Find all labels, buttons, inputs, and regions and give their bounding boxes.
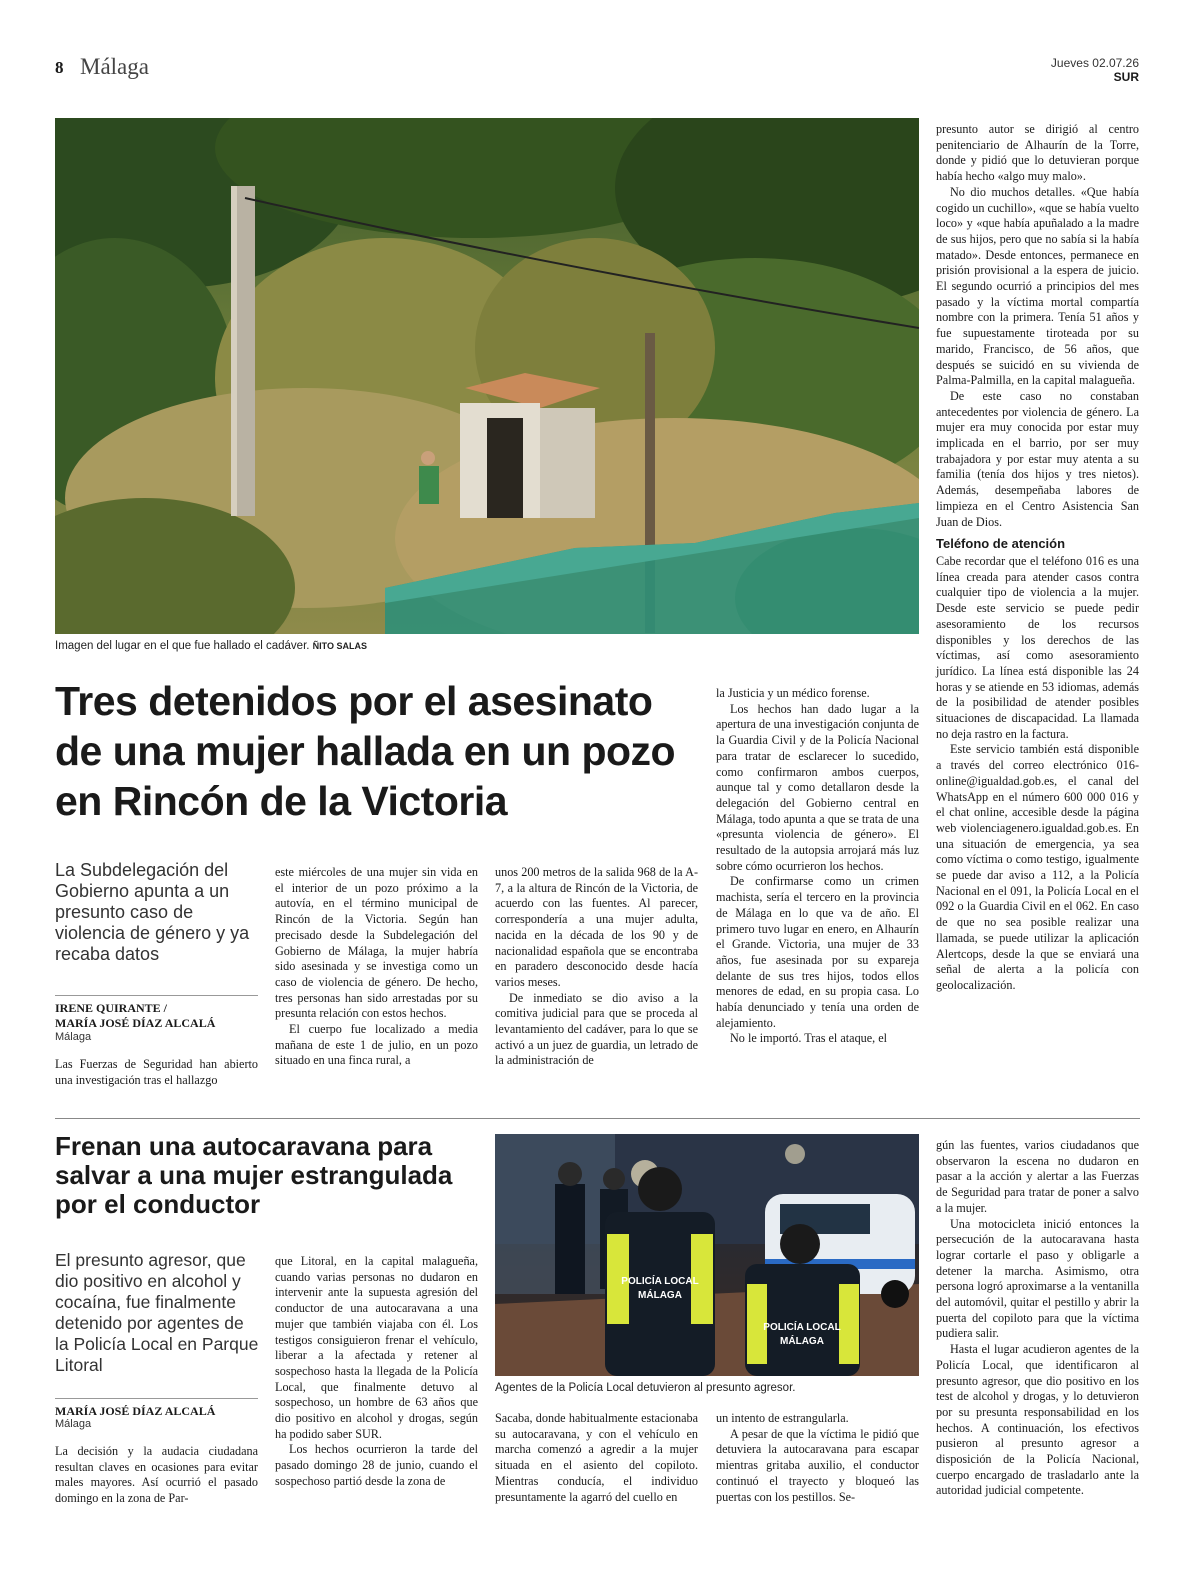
paragraph: Este servicio también está disponible a través del correo electrónico 016-online@igualdad.gob.es, el canal del WhatsApp en el número 600 000 016 y el chat online, accesible desde la página web violenciagenero.igualdad.gob.es. En una situación de emergencia, ya sea como víctima o como testigo, igualmente se puede dar aviso a 112, a la Policía Nacional en el 091, la Policía Local en el 092 o la Guardia Civil en el 062. En caso de que no sea posible realizar una llamada, se puede utilizar la aplicación Alertcops, desde la que se enviará una señal de alerta a la policía con geolocalización. (936, 742, 1139, 992)
byline-divider (55, 1398, 258, 1399)
article-subheadline: El presunto agresor, que dio positivo en alcohol y cocaína, fue finalmente detenido por agentes de la Policía Local en Parque Litoral (55, 1250, 259, 1375)
paragraph: Cabe recordar que el teléfono 016 es una línea creada para atender casos contra cualquier tipo de violencia a la mujer. Desde este servicio se puede pedir asesoramiento de los recursos disponibles y los derechos de las víctimas, así como asesoramiento jurídico. La línea está disponible las 24 horas y se atiende en 53 idiomas, además de la posibilidad de atender posibles situaciones de discapacidad. La llamada no deja rastro en la factura. (936, 553, 1139, 741)
paragraph: gún las fuentes, varios ciudadanos que observaron la escena no dudaron en pasar a la acción y alertar a las Fuerzas de Seguridad para tratar de poner a salvo a la mujer. (936, 1138, 1139, 1215)
paragraph: la Justicia y un médico forense. (716, 686, 870, 700)
byline-place: Málaga (55, 1418, 92, 1430)
article-subheadline: La Subdelegación del Gobierno apunta a un presunto caso de violencia de género y ya recaba datos (55, 860, 250, 964)
article-column-4 (716, 1411, 919, 1505)
photo-caption (55, 640, 367, 652)
byline-author-1: IRENE QUIRANTE / (55, 1001, 168, 1015)
paragraph: De confirmarse como un crimen machista, sería el tercero en la provincia de Málaga en lo que va de año. El primero tuvo lugar en enero, en Alhaurín el Grande. Victoria, una mujer de 33 años, fue asesinada por su expareja delante de sus tres hijos, todos ellos menores de edad, en su propia casa. Lo había denunciado y tenía una orden de alejamiento. (716, 874, 919, 1030)
police-photo (495, 1134, 919, 1376)
paragraph: No dio muchos detalles. «Que había cogido un cuchillo», «que se había vuelto loco» y «que había apuñalado a la madre de sus hijos, pero que no sabía si la había matado». Desde entonces, permanece en prisión provisional a la espera de juicio. El segundo ocurrió a principios del mes pasado y la víctima mortal compartía nombre con la primera. Tenía 51 años y fue supuestamente tiroteada por su marido, Francisco, de 56 años, que después se suicidó en su vivienda de Palma-Palmilla, en la capital malagueña. (936, 184, 1139, 388)
paragraph: De este caso no constaban antecedentes por violencia de género. La mujer era muy conocida por estar muy implicada en el barrio, por ser muy trabajadora y por estar muy atenta a su familia (tenía dos hijos y tres nietos). Además, desempeñaba labores de limpieza en el Centro Asistencia San Juan de Dios. (936, 388, 1139, 529)
section-title: Málaga (80, 54, 149, 79)
photo-caption-text: Imagen del lugar en el que fue hallado el cadáver. (55, 640, 310, 652)
vest-label: POLICÍA LOCAL (621, 1276, 699, 1287)
article-column-1 (55, 1444, 258, 1507)
vest-label: MÁLAGA (638, 1290, 682, 1301)
paragraph: que Litoral, en la capital malagueña, cuando varias personas no dudaron en intervenir ante la supuesta agresión del conductor de una autocaravana a una mujer que también viajaba con él. Los testigos consiguieron frenar el vehículo, liberar a la afectada y retener al sospechoso hasta la llegada de la Policía Local, que finalmente detuvo al sospechoso, un hombre de 63 años que dio positivo en alcohol y drogas, según ha podido saber SUR. (275, 1254, 478, 1441)
paragraph: Sacaba, donde habitualmente estacionaba su autocaravana, y con el vehículo en marcha comenzó a agredir a la mujer situada en el asiento del copiloto. Mientras conducía, el individuo presuntamente la agarró del cuello en (495, 1411, 698, 1504)
article-column-2 (275, 865, 478, 1069)
article-column-5 (936, 1138, 1139, 1499)
crime-scene-photo (55, 118, 919, 634)
photo-caption: Agentes de la Policía Local detuvieron al presunto agresor. (495, 1382, 796, 1394)
byline-author: MARÍA JOSÉ DÍAZ ALCALÁ (55, 1404, 216, 1418)
paragraph: El cuerpo fue localizado a media mañana de este 1 de julio, en un pozo situado en una finca rural, a (275, 1022, 478, 1068)
page-number: 8 (55, 58, 64, 77)
newspaper-name: SUR (1113, 70, 1139, 84)
byline-place: Málaga (55, 1031, 92, 1043)
paragraph: Una motocicleta inició entonces la persecución de la autocaravana hasta lograr cortarle el paso y obligarle a detener la marcha. Asimismo, otra persona logró aproximarse a la ventanilla del automóvil, quitar el pestillo y abrir la puerta del copiloto para que la víctima pudiera salir. (936, 1216, 1139, 1341)
paragraph: Los hechos han dado lugar a la apertura de una investigación conjunta de la Guardia Civil y de la Policía Nacional para tratar de esclarecer lo sucedido, como confirmaron ambos cuerpos, aunque tal y como detallaron desde la delegación del Gobierno central en Málaga, todo apunta a que se trata de una «presunta violencia de género». El resultado de la autopsia arrojará más luz sobre cómo ocurrieron los hechos. (716, 701, 919, 873)
paragraph: A pesar de que la víctima le pidió que detuviera la autocaravana para escapar mientras gritaba auxilio, el conductor continuó el trayecto y bloqueó las puertas con los pestillos. Se- (716, 1426, 919, 1504)
paragraph: unos 200 metros de la salida 968 de la A-7, a la altura de Rincón de la Victoria, de acuerdo con las fuentes. Al parecer, correspondería a una mujer adulta, nacida en la década de los 90 y de nacionalidad española que se encontraba en paradero desconocido desde hacía varios meses. (495, 865, 698, 989)
article-headline: Tres detenidos por el asesinato de una mujer hallada en un pozo en Rincón de la Victoria (55, 678, 676, 824)
article-column-3 (495, 1411, 698, 1505)
paragraph: Los hechos ocurrieron la tarde del pasado domingo 28 de junio, cuando el sospechoso partió desde la zona de (275, 1442, 478, 1488)
article-column-3 (495, 865, 698, 1069)
article-headline: Frenan una autocaravana para salvar a una mujer estrangulada por el conductor (55, 1131, 453, 1219)
paragraph: Las Fuerzas de Seguridad han abierto una investigación tras el hallazgo (55, 1057, 258, 1087)
article-column-2 (275, 1254, 478, 1490)
paragraph: presunto autor se dirigió al centro penitenciario de Alhaurín de la Torre, donde y pidió que lo detuvieran porque había hecho «algo muy malo». (936, 122, 1139, 184)
paragraph: La decisión y la audacia ciudadana resultan claves en ocasiones para evitar males mayores. Así ocurrió el pasado domingo en la zona de Par- (55, 1444, 258, 1506)
vest-label: POLICÍA LOCAL (763, 1322, 841, 1333)
article-column-1 (55, 1057, 258, 1088)
article-column-4 (716, 686, 919, 1047)
article-separator (55, 1118, 1140, 1119)
byline-divider (55, 995, 258, 996)
paragraph: Hasta el lugar acudieron agentes de la Policía Local, que identificaron al presunto agresor, que dio positivo en los test de alcohol y drogas, y lo detuvieron por su presunta responsabilidad en los hechos. A continuación, los efectivos pusieron al presunto agresor a disposición de la Policía Nacional, cuerpo encargado de trasladarlo ante la autoridad judicial competente. (936, 1342, 1139, 1498)
section-subtitle: Teléfono de atención (936, 536, 1066, 552)
paragraph: De inmediato se dio aviso a la comitiva judicial para que se proceda al levantamiento del cadáver, para lo que se activó a un juez de guardia, un letrado de la administración de (495, 990, 698, 1068)
byline-author-2: MARÍA JOSÉ DÍAZ ALCALÁ (55, 1016, 216, 1030)
paragraph: No le importó. Tras el ataque, el (730, 1031, 888, 1046)
paragraph: este miércoles de una mujer sin vida en el interior de un pozo próximo a la autovía, en el término municipal de Rincón de la Victoria. Según han precisado desde la Subdelegación del Gobierno de Málaga, la mujer habría sido asesinada y se investiga como un caso de violencia de género. De hecho, tres personas han sido arrestadas por su presunta relación con estos hechos. (275, 865, 478, 1021)
photo-credit: ÑITO SALAS (312, 641, 368, 651)
paragraph: un intento de estrangularla. (716, 1411, 849, 1425)
vest-label: MÁLAGA (780, 1336, 824, 1347)
article-column-5 (936, 122, 1139, 994)
issue-date: Jueves 02.07.26 (1050, 56, 1139, 70)
